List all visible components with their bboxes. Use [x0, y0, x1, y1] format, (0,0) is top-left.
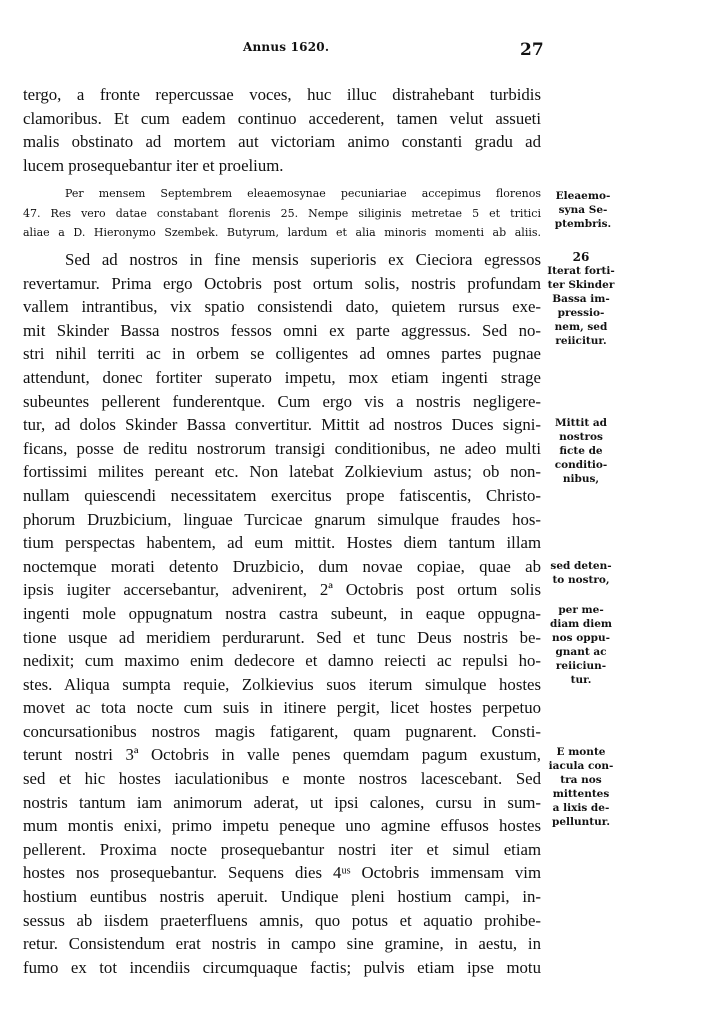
margin-note-line: Eleaemo-	[555, 190, 611, 202]
margin-note-skinder	[543, 250, 619, 348]
text-line: lucem prosequebantur iter et proelium.	[23, 155, 284, 175]
text-line: terunt nostri 3ª Octobris in valle penes quemdam pagum exustum,	[23, 745, 541, 765]
text-line: fumo ex tot incendiis circumquaque factis; pulvis etiam ipse motu	[23, 957, 541, 977]
margin-note-line: Bassa im-	[552, 293, 610, 305]
text-line: Sed ad nostros in fine mensis superioris ex Cieciora egressos	[65, 250, 541, 269]
text-line: tium perspectas habentem, ad eum mittit. Hostes diem tantum illam	[23, 533, 541, 553]
margin-note-line: pressio-	[557, 307, 605, 319]
text-line: tur, ad dolos Skinder Bassa convertitur. Mittit ad nostros Duces signi-	[23, 415, 541, 435]
text-line: sessus ab iisdem praeterfluens amnis, quo potus et aquatio prohibe-	[23, 910, 541, 930]
text-line: clamoribus. Et cum eadem continuo accederent, tamen velut assueti	[23, 108, 541, 128]
text-line: aliae a D. Hieronymo Szembek. Butyrum, lardum et alia minoris momenti ab aliis.	[23, 226, 541, 239]
text-line: nullam quiescendi necessitatem exercitus prope fatiscentis, Christo-	[23, 485, 541, 505]
text-line: hostium euntibus nostris aperuit. Undique pleni hostium campi, in-	[23, 887, 541, 907]
margin-note-line: conditio-	[554, 459, 608, 471]
margin-note-line: E monte	[556, 746, 606, 758]
text-line: phorum Druzbicium, linguae Turcicae gnarum simulque fraudes hos-	[23, 509, 541, 529]
margin-note-line: reiicitur.	[555, 335, 607, 347]
text-line: mum montis enixi, primo impetu peneque uno agmine effusos hostes	[23, 816, 541, 836]
margin-note-line: gnant ac	[555, 646, 607, 658]
text-line: nostris tantum iam animorum aderat, ut ipsi calones, cursu in sum-	[23, 792, 541, 812]
text-line: attendunt, donec fortiter superato impetu, mox etiam ingenti strage	[23, 367, 541, 387]
text-line: nedixit; cum maximo enim dedecore et damno reiecti ac repulsi ho-	[23, 651, 541, 671]
margin-note-line: ficte de	[559, 445, 603, 457]
margin-note-line: nos oppu-	[552, 632, 610, 644]
margin-note-line: reiiciun-	[555, 660, 607, 672]
margin-note-line: nibus,	[562, 473, 600, 485]
text-line: movet ac tota nocte cum suis in itinere pergit, licet hostes perpetuo	[23, 698, 541, 718]
margin-note-line: mittentes	[552, 788, 610, 800]
running-title: Annus 1620.	[243, 40, 330, 54]
text-line: 47. Res vero datae constabant florenis 25. Nempe siliginis metretae 5 et tritici	[23, 206, 541, 220]
margin-note-line: ter Skinder	[547, 279, 615, 291]
text-line: ingenti mole oppugnatum nostra castra subeunt, in eaque oppugna-	[23, 603, 541, 623]
margin-section-number: 26	[572, 250, 590, 264]
margin-note-line: sed deten-	[550, 560, 612, 572]
text-line: ipsis iugiter accersebantur, advenirent, 2ª Octobris post ortum solis	[23, 580, 541, 600]
margin-note-conditions	[546, 416, 616, 486]
paragraph-main	[23, 248, 541, 979]
margin-note-line: syna Se-	[558, 204, 608, 216]
margin-note-line: tur.	[570, 674, 592, 686]
margin-note-mountain	[546, 745, 616, 829]
margin-note-line: Iterat forti-	[547, 265, 615, 277]
text-line: stri nihil territi ac in orbem se colligentes ad omnes partes pugnae	[23, 344, 541, 364]
margin-note-line: Mittit ad	[555, 417, 607, 429]
text-line: mit Skinder Bassa nostros fessos omni ex parte aggressus. Sed no-	[23, 320, 541, 340]
text-line: subeuntes pellerent funderentque. Cum ergo vis a nostris negligere-	[23, 391, 541, 411]
margin-note-midday-attack	[546, 603, 616, 687]
text-line: tione usque ad meridiem perdurarunt. Sed et tunc Deus nostris be-	[23, 627, 541, 647]
margin-note-line: nostros	[559, 431, 603, 443]
margin-note-line: tra nos	[560, 774, 602, 786]
margin-note-line: to nostro,	[552, 574, 610, 586]
text-line: stes. Aliqua sumpta requie, Zolkievius suos iterum simulque hostes	[23, 674, 541, 694]
text-line: pellerent. Proxima nocte prosequebantur nostri iter et simul etiam	[23, 839, 541, 859]
text-line: ficans, posse de reditu nostrorum transigi conditionibus, ne adeo multi	[23, 438, 541, 458]
margin-note-line: pelluntur.	[552, 816, 610, 828]
margin-note-line: ptembris.	[554, 218, 612, 230]
text-line: revertamur. Prima ergo Octobris post ortum solis, nostris profundam	[23, 273, 541, 293]
text-line: retur. Consistendum erat nostris in campo sine gramine, in aestu, in	[23, 934, 541, 954]
paragraph-opening	[23, 83, 541, 177]
margin-note-line: per me-	[558, 604, 604, 616]
margin-note-line: iacula con-	[548, 760, 614, 772]
margin-note-line: diam diem	[549, 618, 613, 630]
text-line: sed et hic hostes iaculationibus e monte nostros lacescebant. Sed	[23, 769, 541, 789]
text-line: noctemque morati detento Druzbicio, dum novae copiae, quae ab	[23, 556, 541, 576]
text-line: Per mensem Septembrem eleaemosynae pecuniariae accepimus florenos	[65, 187, 541, 200]
text-line: malis obstinato ad mortem aut victoriam animo constanti gradu ad	[23, 132, 541, 152]
text-line: concursationibus nostros magis fatigarent, quam pugnarent. Consti-	[23, 721, 541, 741]
margin-note-line: nem, sed	[554, 321, 608, 333]
text-line: tergo, a fronte repercussae voces, huc illuc distrahebant turbidis	[23, 85, 541, 104]
text-line: hostes nos prosequebantur. Sequens dies 4ᵘˢ Octobris immensam vim	[23, 863, 541, 883]
margin-note-line: a lixis de-	[552, 802, 610, 814]
paragraph-alms	[23, 184, 541, 243]
text-line: vallem intrantibus, vix spatio consistendi dato, quietem rursus exe-	[23, 297, 541, 317]
page-number: 27	[520, 40, 544, 60]
margin-note-alms	[548, 189, 618, 231]
margin-note-detention	[546, 559, 616, 587]
text-line: fortissimi milites pereant etc. Non latebat Zolkievium astus; ob non-	[23, 462, 541, 482]
